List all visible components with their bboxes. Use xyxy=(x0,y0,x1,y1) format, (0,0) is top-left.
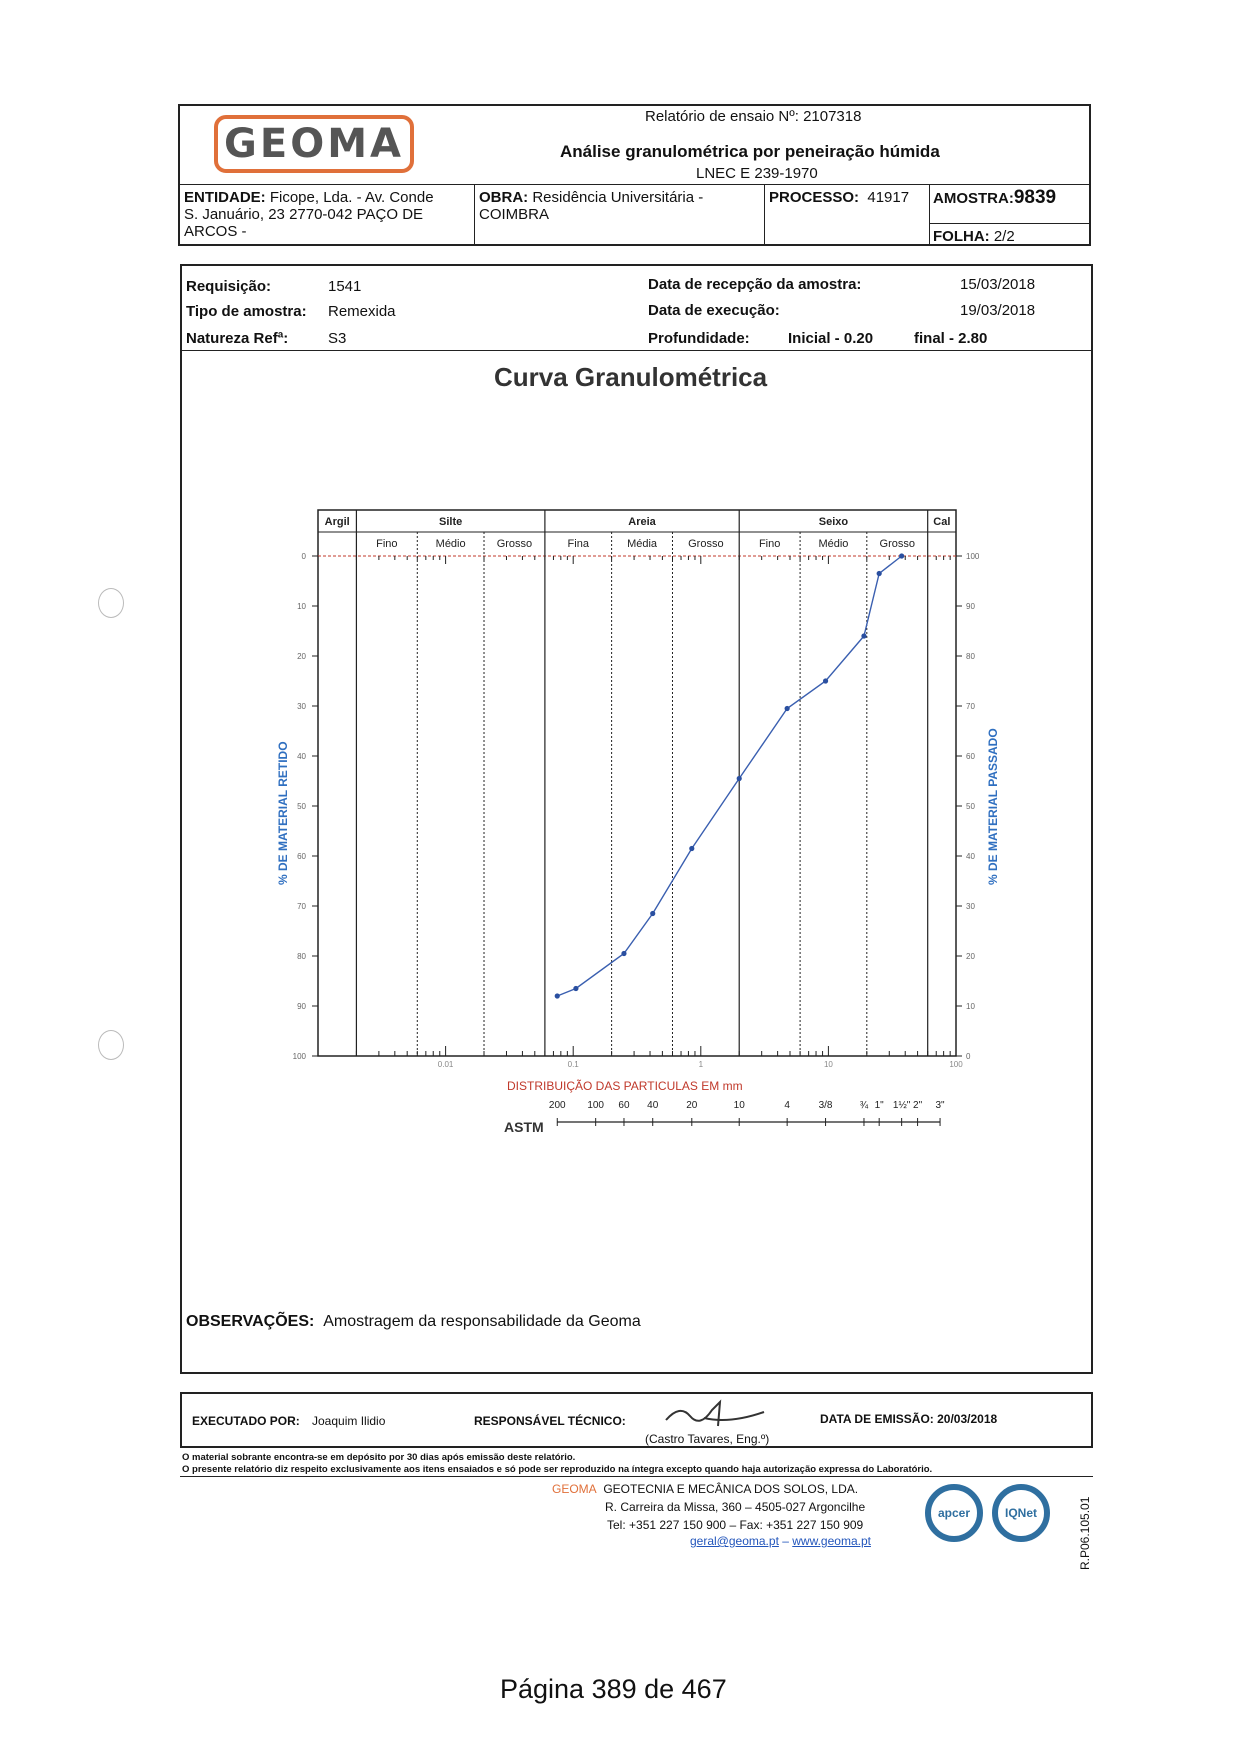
punch-hole-bottom xyxy=(98,1030,124,1060)
astm-sieve-label: 10 xyxy=(733,1100,745,1111)
page-number: Página 389 de 467 xyxy=(500,1674,727,1704)
y-tick-label-right: 20 xyxy=(966,952,975,961)
x-tick-label: 0.1 xyxy=(567,1060,579,1069)
astm-sieve-label: 2" xyxy=(913,1100,923,1111)
y-axis-label-right: % DE MATERIAL PASSADO xyxy=(986,728,1000,885)
y-tick-label-right: 50 xyxy=(966,802,975,811)
y-tick-label-left: 70 xyxy=(297,902,306,911)
astm-sieve-label: 200 xyxy=(548,1100,566,1111)
site-link[interactable]: www.geoma.pt xyxy=(792,1534,871,1548)
execucao-label: Data de execução: xyxy=(648,302,780,319)
astm-sieve-label: 3/8 xyxy=(818,1100,833,1111)
note-line-1: O material sobrante encontra-se em depósito por 30 dias após emissão deste relatório. xyxy=(182,1452,576,1463)
natureza-label: Natureza Refª: xyxy=(186,330,289,347)
astm-sieve-label: 40 xyxy=(647,1100,659,1111)
email-link[interactable]: geral@geoma.pt xyxy=(690,1534,779,1548)
profundidade-label: Profundidade: xyxy=(648,330,750,347)
final-value: final - 2.80 xyxy=(914,330,988,347)
execucao-value: 19/03/2018 xyxy=(960,302,1036,319)
subclass-label: Fino xyxy=(376,538,398,550)
y-tick-label-left: 100 xyxy=(292,1052,306,1061)
obra-field: OBRA: Residência Universitária - COIMBRA xyxy=(479,189,704,223)
subclass-label: Médio xyxy=(435,538,466,550)
astm-sieve-label: ¾ xyxy=(859,1100,869,1111)
y-tick-label-right: 40 xyxy=(966,852,975,861)
x-tick-label: 10 xyxy=(823,1060,833,1069)
astm-sieve-label: 20 xyxy=(686,1100,698,1111)
processo-field: PROCESSO: 41917 xyxy=(769,189,910,206)
subclass-label: Grosso xyxy=(879,538,915,550)
apcer-certification-logo: apcer xyxy=(925,1484,983,1542)
amostra-field: AMOSTRA:9839 xyxy=(933,187,1057,208)
executado-label: EXECUTADO POR: xyxy=(192,1414,300,1428)
signature-scribble xyxy=(660,1396,770,1436)
y-tick-label-right: 70 xyxy=(966,702,975,711)
document-code: R.P06.105.01 xyxy=(1078,1496,1092,1570)
tipo-label: Tipo de amostra: xyxy=(186,303,307,320)
report-number: Relatório de ensaio Nº: 2107318 xyxy=(645,108,862,125)
punch-hole-top xyxy=(98,588,124,618)
x-tick-label: 1 xyxy=(698,1060,704,1069)
x-tick-label: 0.01 xyxy=(437,1060,454,1069)
y-axis-label-left: % DE MATERIAL RETIDO xyxy=(276,741,290,885)
natureza-value: S3 xyxy=(328,330,347,347)
class-label: Seixo xyxy=(818,516,849,528)
y-tick-label-left: 20 xyxy=(297,652,306,661)
astm-sieve-label: 1½" xyxy=(892,1100,911,1111)
footer-company: GEOMA GEOTECNIA E MECÂNICA DOS SOLOS, LDA. xyxy=(552,1482,859,1496)
iqnet-certification-logo: IQNet xyxy=(992,1484,1050,1542)
executado-value: Joaquim Ilidio xyxy=(312,1414,386,1428)
recepcao-label: Data de recepção da amostra: xyxy=(648,276,862,293)
report-title: Análise granulométrica por peneiração húmida xyxy=(560,142,940,161)
y-tick-label-right: 90 xyxy=(966,602,975,611)
footer-address: R. Carreira da Missa, 360 – 4505-027 Argoncilhe xyxy=(605,1500,866,1514)
astm-label: ASTM xyxy=(504,1119,544,1135)
footer-phone: Tel: +351 227 150 900 – Fax: +351 227 150 909 xyxy=(607,1518,864,1532)
astm-sieve-label: 3" xyxy=(935,1100,945,1111)
y-tick-label-left: 60 xyxy=(297,852,306,861)
y-tick-label-left: 10 xyxy=(297,602,306,611)
subclass-label: Grosso xyxy=(688,538,724,550)
main-box xyxy=(180,264,1093,1374)
subclass-label: Médio xyxy=(818,538,849,550)
class-label: Argil xyxy=(324,516,350,528)
x-axis-label: DISTRIBUIÇÃO DAS PARTICULAS EM mm xyxy=(507,1079,743,1093)
y-tick-label-right: 60 xyxy=(966,752,975,761)
y-tick-label-right: 10 xyxy=(966,1002,975,1011)
x-tick-label: 100 xyxy=(949,1060,963,1069)
astm-sieve-label: 100 xyxy=(587,1100,605,1111)
emissao-label: DATA DE EMISSÃO: 20/03/2018 xyxy=(820,1412,998,1426)
astm-sieve-label: 4 xyxy=(784,1100,790,1111)
tipo-value: Remexida xyxy=(328,303,396,320)
norm-ref: LNEC E 239-1970 xyxy=(696,165,818,182)
note-line-2: O presente relatório diz respeito exclusivamente aos itens ensaiados e só pode ser reproduzido na íntegra excepto quando haja autorização expressa do Laboratório. xyxy=(182,1464,933,1475)
y-tick-label-left: 50 xyxy=(297,802,306,811)
geoma-logo: GEOMA xyxy=(214,115,414,173)
class-label: Areia xyxy=(628,516,656,528)
astm-sieve-label: 60 xyxy=(618,1100,630,1111)
entidade-field: ENTIDADE: Ficope, Lda. - Av. Conde S. Januário, 23 2770-042 PAÇO DE ARCOS - xyxy=(184,189,434,240)
class-label: Cal xyxy=(933,516,951,528)
y-tick-label-left: 40 xyxy=(297,752,306,761)
y-tick-label-left: 80 xyxy=(297,952,306,961)
subclass-label: Média xyxy=(627,538,658,550)
astm-sieve-label: 1" xyxy=(874,1100,884,1111)
class-label: Silte xyxy=(439,516,463,528)
y-tick-label-left: 0 xyxy=(301,552,306,561)
recepcao-value: 15/03/2018 xyxy=(960,276,1036,293)
requisicao-value: 1541 xyxy=(328,278,362,295)
y-tick-label-right: 30 xyxy=(966,902,975,911)
requisicao-label: Requisição: xyxy=(186,278,272,295)
y-tick-label-right: 0 xyxy=(966,1052,971,1061)
subclass-label: Fina xyxy=(567,538,589,550)
y-tick-label-right: 80 xyxy=(966,652,975,661)
footer-contacts: geral@geoma.pt – www.geoma.pt xyxy=(690,1534,871,1548)
responsavel-name: (Castro Tavares, Eng.º) xyxy=(645,1432,770,1446)
chart-title: Curva Granulométrica xyxy=(494,362,768,392)
inicial-value: Inicial - 0.20 xyxy=(788,330,874,347)
observacoes: OBSERVAÇÕES: Amostragem da responsabilidade da Geoma xyxy=(186,1313,641,1330)
y-tick-label-left: 90 xyxy=(297,1002,306,1011)
subclass-label: Fino xyxy=(758,538,781,550)
responsavel-label: RESPONSÁVEL TÉCNICO: xyxy=(474,1414,626,1428)
y-tick-label-right: 100 xyxy=(966,552,980,561)
y-tick-label-left: 30 xyxy=(297,702,306,711)
subclass-label: Grosso xyxy=(496,538,533,550)
folha-field: FOLHA: 2/2 xyxy=(933,228,1015,245)
